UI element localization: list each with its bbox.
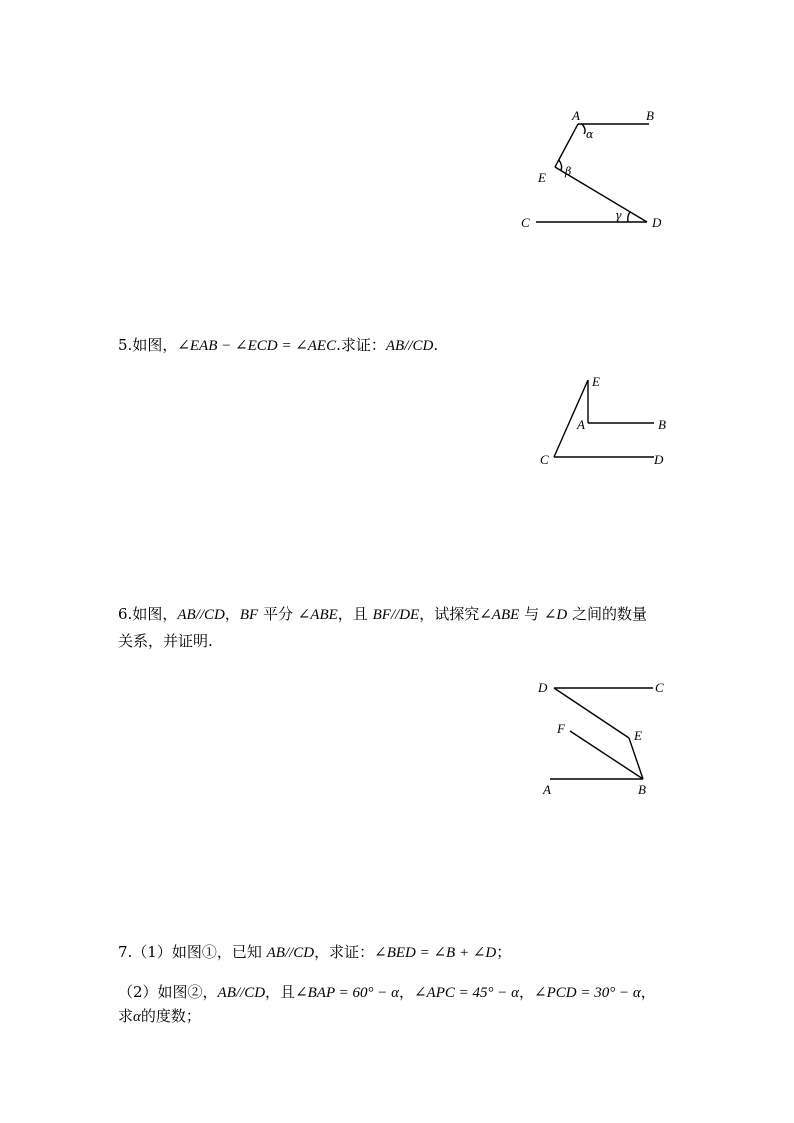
segment-de xyxy=(554,688,629,738)
part-1-prefix: 7.（1）如图①，已知 xyxy=(118,943,267,961)
segment-eb xyxy=(629,738,643,779)
text-fragment: 之间的数量 xyxy=(567,605,648,623)
label-e: E xyxy=(592,374,600,389)
given-parallel: AB//CD xyxy=(217,985,266,1001)
given-parallel: AB//CD xyxy=(177,607,225,623)
parallel-conclusion: AB//CD xyxy=(385,338,434,354)
label-d: D xyxy=(654,452,664,467)
label-c: C xyxy=(655,680,664,695)
alpha-variable: α xyxy=(133,1009,141,1025)
problem-prefix: 如图， xyxy=(132,605,178,623)
problem-6-line-1 xyxy=(118,604,647,625)
label-c: C xyxy=(540,452,549,467)
angle-equation: ∠BED = ∠B + ∠D xyxy=(374,945,497,961)
problem-7-part-1 xyxy=(118,942,511,963)
angle-arc-beta xyxy=(559,160,562,170)
text-fragment: ， xyxy=(398,983,414,1001)
angle-arc-gamma xyxy=(628,212,630,222)
figure-problem-5 xyxy=(530,368,680,478)
problem-7-part-2-line-1 xyxy=(118,982,656,1003)
text-fragment: ， xyxy=(640,983,656,1001)
given-bf-parallel-de: BF//DE xyxy=(372,607,420,623)
angle-d: ∠D xyxy=(543,607,568,623)
label-a: A xyxy=(577,417,585,432)
label-a: A xyxy=(543,782,551,797)
problem-7-part-2-line-2 xyxy=(118,1006,201,1027)
problem-prefix: 如图， xyxy=(132,336,178,354)
problem-6-line-2 xyxy=(118,631,213,651)
label-b: B xyxy=(646,108,654,123)
text-fragment: ， xyxy=(519,983,535,1001)
angle-label-gamma: γ xyxy=(615,209,622,222)
segment-bf: BF xyxy=(239,607,259,623)
prove-label: ，求证： xyxy=(314,943,375,961)
problem-number: 6. xyxy=(118,605,133,623)
label-a: A xyxy=(572,108,580,123)
semicolon: ； xyxy=(496,943,512,961)
label-c: C xyxy=(521,215,530,230)
problem-number: 5. xyxy=(118,336,133,354)
segment-ae xyxy=(555,124,578,167)
angle-label-beta: β xyxy=(565,165,572,178)
angle-pcd-equation: ∠PCD = 30° − α xyxy=(534,985,641,1001)
label-e: E xyxy=(538,170,546,185)
problem-6-continuation: 关系，并证明. xyxy=(118,632,213,650)
label-f: F xyxy=(557,721,565,736)
ask-prefix: 求 xyxy=(118,1007,134,1025)
given-parallel: AB//CD xyxy=(266,945,315,961)
angle-abe: ∠ABE xyxy=(297,607,338,623)
label-d: D xyxy=(652,215,662,230)
text-fragment: ，试探究 xyxy=(419,605,480,623)
figure-angles-abecd xyxy=(500,100,690,240)
ask-suffix: 的度数； xyxy=(140,1007,201,1025)
part-2-prefix: （2）如图②， xyxy=(118,983,218,1001)
prove-label: .求证： xyxy=(336,336,386,354)
segment-fb xyxy=(570,731,643,779)
text-fragment: ，且 xyxy=(265,983,296,1001)
label-b: B xyxy=(658,417,666,432)
angle-abe-2: ∠ABE xyxy=(479,607,520,623)
problem-5-text xyxy=(118,335,438,356)
angle-label-alpha: α xyxy=(586,128,594,141)
text-fragment: ， xyxy=(224,605,240,623)
label-e: E xyxy=(634,728,642,743)
angle-apc-equation: ∠APC = 45° − α xyxy=(413,985,519,1001)
label-d: D xyxy=(538,680,548,695)
figure-problem-6 xyxy=(530,672,680,802)
angle-arc-alpha xyxy=(582,124,585,134)
text-fragment: ，且 xyxy=(337,605,373,623)
angle-equation: ∠EAB − ∠ECD = ∠AEC xyxy=(177,338,337,354)
text-fragment: 平分 xyxy=(258,605,298,623)
label-b: B xyxy=(638,782,646,797)
text-fragment: 与 xyxy=(519,605,544,623)
period: . xyxy=(433,336,439,354)
angle-bap-equation: ∠BAP = 60° − α xyxy=(295,985,399,1001)
